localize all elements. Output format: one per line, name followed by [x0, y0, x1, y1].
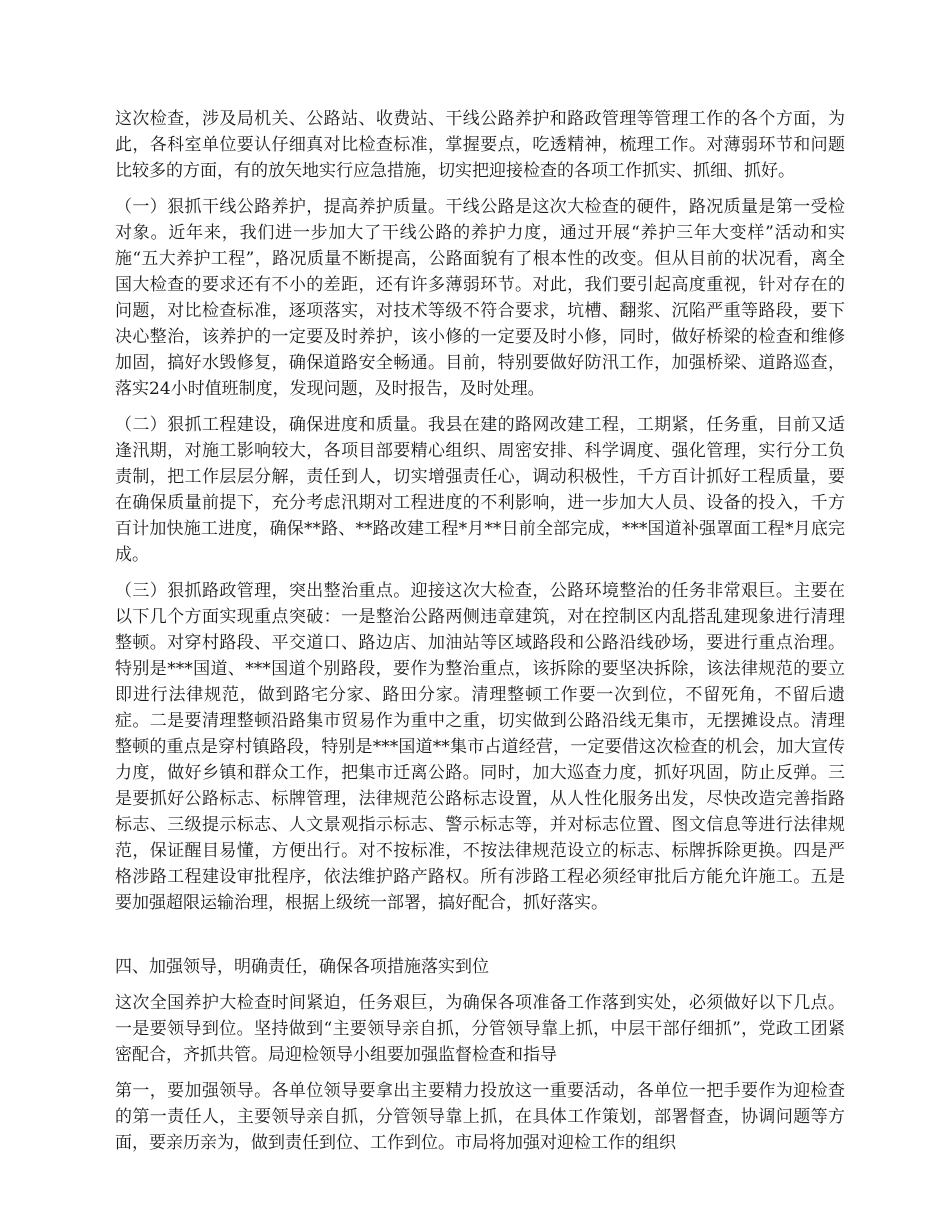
body-paragraph-construction: （二）狠抓工程建设，确保进度和质量。我县在建的路网改建工程，工期紧，任务重，目前又适逢汛期，对施工影响较大，各项目部要精心组织、周密安排、科学调度、强化管理，实行分工负责制，把工作层层分解，责任到人，切实增强责任心，调动积极性，千方百计抓好工程质量，要在确保质量前提下，充分考虑汛期对工程进度的不利影响，进一步加大人员、设备的投入，千方百计加快施工进度，确保**路、**路改建工程*月**日前全部完成，***国道补强罩面工程*月底完成。: [115, 415, 845, 565]
body-paragraph-road-administration: （三）狠抓路政管理，突出整治重点。迎接这次大检查，公路环境整治的任务非常艰巨。主要在以下几个方面实现重点突破：一是整治公路两侧违章建筑，对在控制区内乱搭乱建现象进行清理整顿。对穿村路段、平交道口、路边店、加油站等区域路段和公路沿线砂场，要进行重点治理。特别是***国道、***国道个别路段，要作为整治重点，该拆除的要坚决拆除，该法律规范的要立即进行法律规范，做到路宅分家、路田分家。清理整顿工作要一次到位，不留死角，不留后遗症。二是要清理整顿沿路集市贸易作为重中之重，切实做到公路沿线无集市，无摆摊设点。清理整顿的重点是穿村镇路段，特别是***国道**集市占道经营，一定要借这次检查的机会，加大宣传力度，做好乡镇和群众工作，把集市迁离公路。同时，加大巡查力度，抓好巩固，防止反弹。三是要抓好公路标志、标牌管理，法律规范公路标志设置，从人性化服务出发，尽快改造完善指路标志、三级提示标志、人文景观指示标志、警示标志等，并对标志位置、图文信息等进行法律规范，保证醒目易懂，方便出行。对不按标准，不按法律规范设立的标志、标牌拆除更换。四是严格涉路工程建设审批程序，依法维护路产路权。所有涉路工程必须经审批后方能允许施工。五是要加强超限运输治理，根据上级统一部署，搞好配合，抓好落实。: [115, 581, 845, 913]
body-paragraph-leadership-intro: 这次全国养护大检查时间紧迫，任务艰巨，为确保各项准备工作落到实处，必须做好以下几点。一是要领导到位。坚持做到“主要领导亲自抓，分管领导靠上抓，中层干部仔细抓”，党政工团紧密配合，齐抓共管。局迎检领导小组要加强监督检查和指导: [115, 993, 845, 1065]
body-paragraph-leadership-first: 第一，要加强领导。各单位领导要拿出主要精力投放这一重要活动，各单位一把手要作为迎检查的第一责任人，主要领导亲自抓，分管领导靠上抓，在具体工作策划，部署督查，协调问题等方面，要亲历亲为，做到责任到位、工作到位。市局将加强对迎检工作的组织: [115, 1081, 845, 1153]
body-paragraph-maintenance: （一）狠抓干线公路养护，提高养护质量。干线公路是这次大检查的硬件，路况质量是第一受检对象。近年来，我们进一步加大了干线公路的养护力度，通过开展“养护三年大变样”活动和实施“五大养护工程”，路况质量不断提高，公路面貌有了根本性的改变。但从目前的状况看，离全国大检查的要求还有不小的差距，还有许多薄弱环节。对此，我们要引起高度重视，针对存在的问题，对比检查标准，逐项落实，对技术等级不符合要求，坑槽、翻浆、沉陷严重等路段，要下决心整治，该养护的一定要及时养护，该小修的一定要及时小修，同时，做好桥梁的检查和维修加固，搞好水毁修复，确保道路安全畅通。目前，特别要做好防汛工作，加强桥梁、道路巡查，落实24小时值班制度，发现问题，及时报告，及时处理。: [115, 197, 845, 399]
document-page: [115, 106, 845, 1166]
section-heading: 四、加强领导，明确责任，确保各项措施落实到位: [115, 957, 489, 977]
section-spacer: [115, 926, 845, 954]
body-paragraph-intro: 这次检查，涉及局机关、公路站、收费站、干线公路养护和路政管理等管理工作的各个方面，为此，各科室单位要认仔细真对比检查标准，掌握要点，吃透精神，梳理工作。对薄弱环节和问题比较多的方面，有的放矢地实行应急措施，切实把迎接检查的各项工作抓实、抓细、抓好。: [115, 109, 845, 181]
